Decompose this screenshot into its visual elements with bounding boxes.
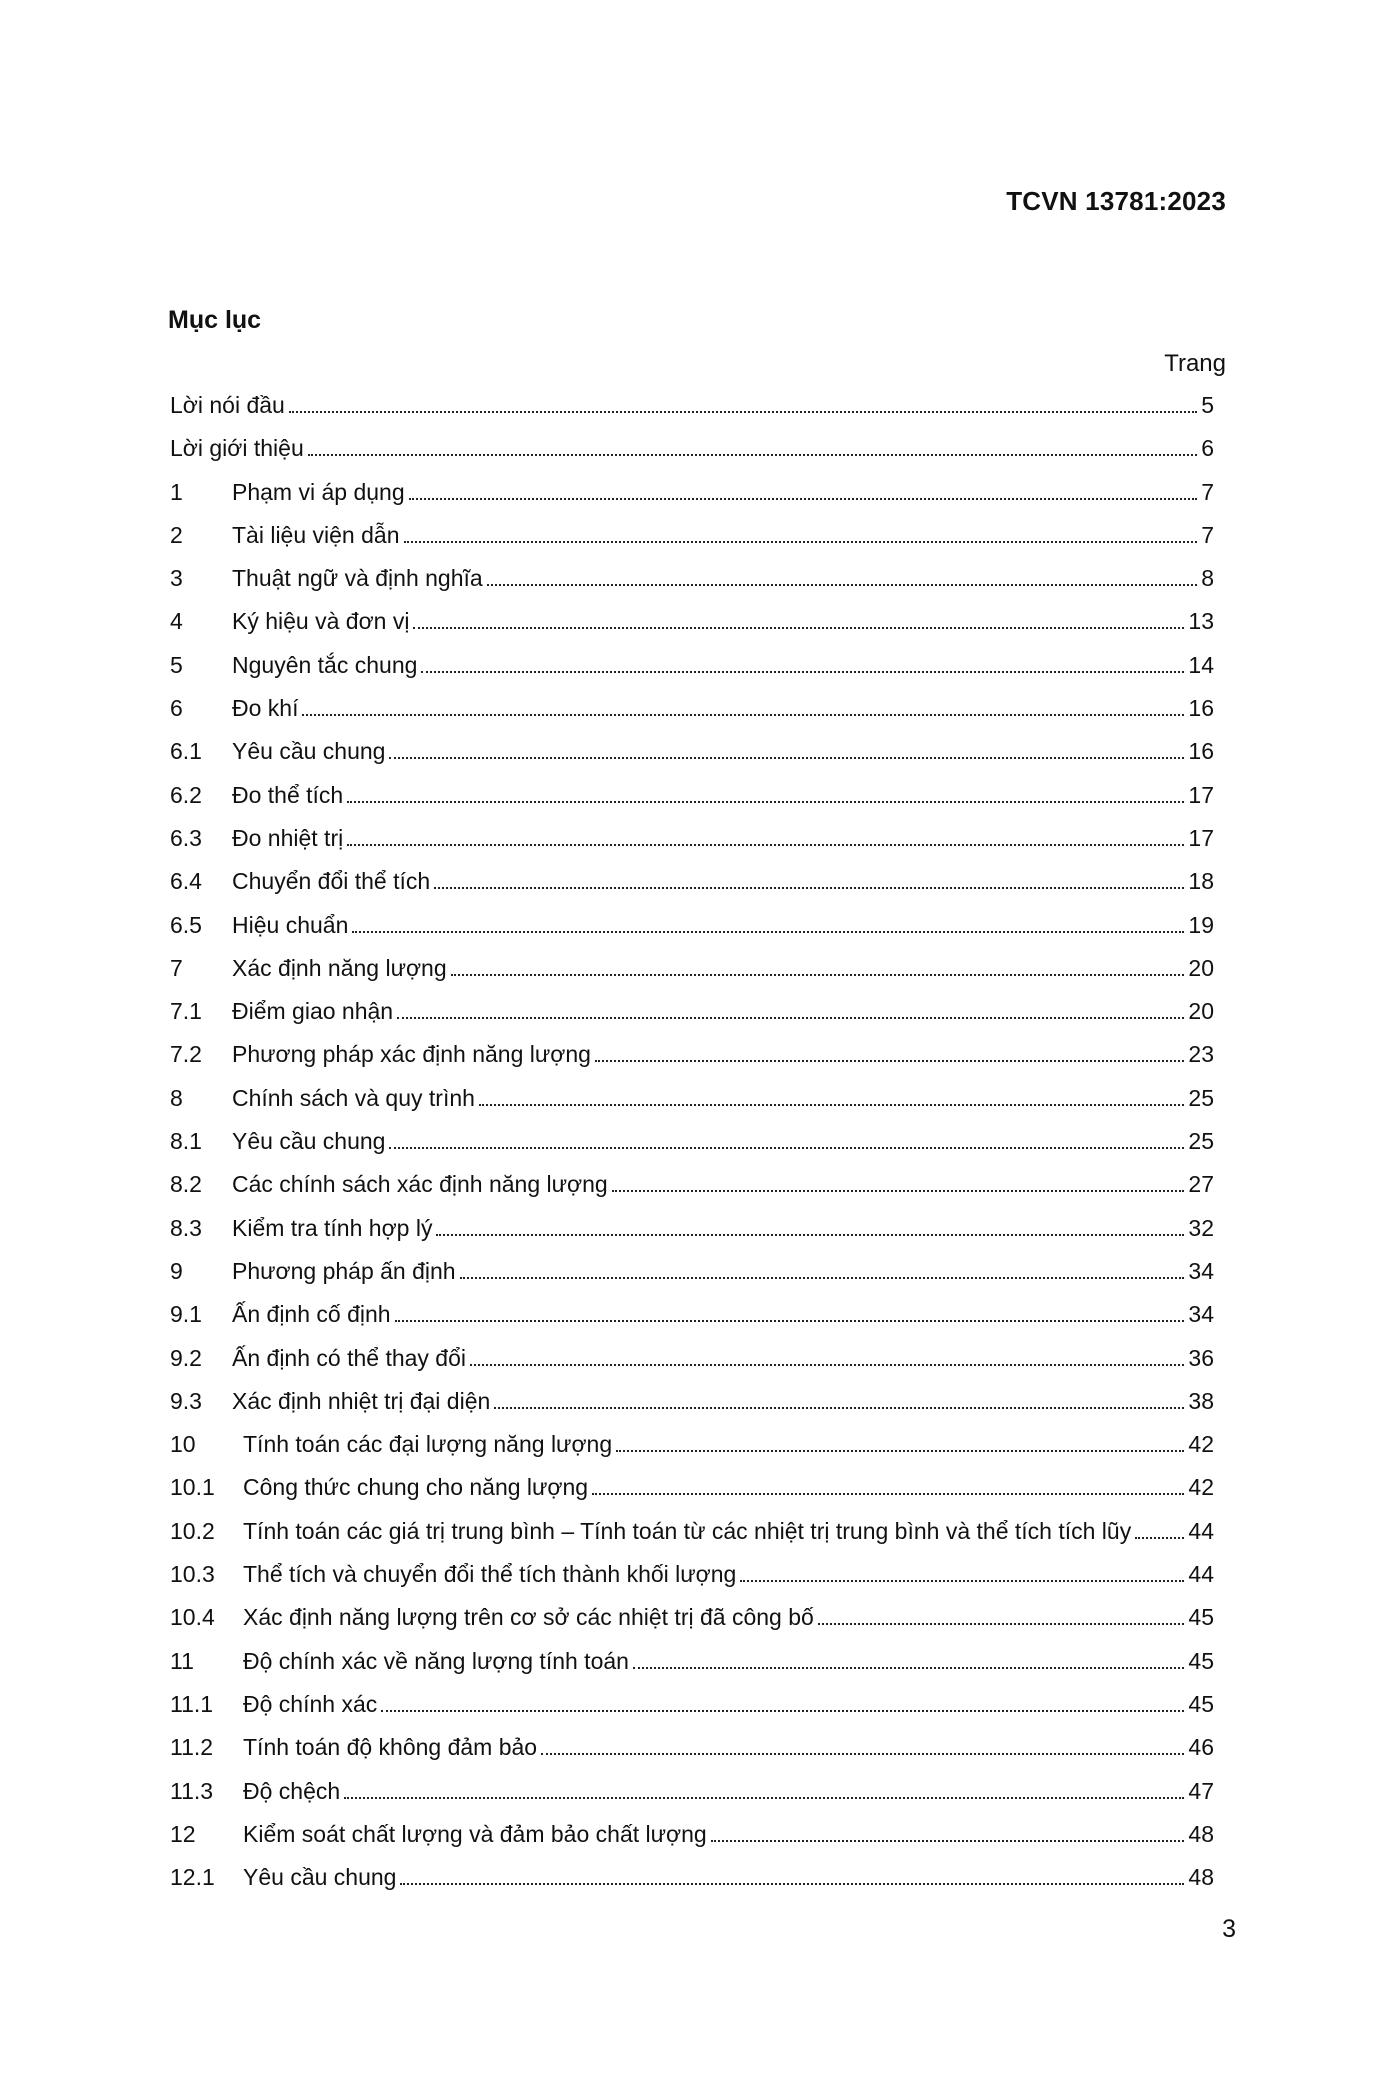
- page-number: 3: [1222, 1915, 1236, 1943]
- toc-entry-page: 6: [1201, 435, 1214, 462]
- toc-entry-page: 34: [1188, 1257, 1214, 1284]
- toc-entry-title: Yêu cầu chung: [232, 1128, 386, 1155]
- toc-dot-leader: [347, 844, 1184, 846]
- toc-entry: [170, 1473, 1214, 1516]
- toc-entry-title: Xác định năng lượng: [232, 954, 447, 981]
- toc-entry-page: 47: [1188, 1777, 1214, 1804]
- toc-entry-title: Độ chệch: [243, 1777, 341, 1804]
- toc-entry: [170, 478, 1214, 521]
- toc-dot-leader: [409, 498, 1198, 500]
- toc-entry: [170, 1257, 1214, 1300]
- toc-dot-leader: [633, 1667, 1184, 1669]
- toc-entry-page: 19: [1188, 911, 1214, 938]
- toc-entry: [170, 1517, 1214, 1560]
- toc-entry-number: 9: [170, 1257, 183, 1284]
- toc-entry-number: 8.2: [170, 1171, 202, 1198]
- toc-entry: [170, 651, 1214, 694]
- toc-entry-number: 11: [170, 1647, 194, 1674]
- toc-entry-number: 6.1: [170, 738, 202, 765]
- toc-entry: [170, 1647, 1214, 1690]
- toc-entry-number: 2: [170, 521, 183, 548]
- toc-entry-number: 7.2: [170, 1041, 202, 1068]
- toc-entry: [170, 1300, 1214, 1343]
- toc-entry-page: 16: [1188, 695, 1214, 722]
- toc-entry-title: Xác định nhiệt trị đại diện: [232, 1387, 491, 1414]
- toc-dot-leader: [397, 1017, 1184, 1019]
- toc-entry-title: Ký hiệu và đơn vị: [232, 608, 410, 635]
- toc-entry-page: 17: [1188, 824, 1214, 851]
- toc-entry-page: 45: [1188, 1690, 1214, 1717]
- toc-entry-title: Hiệu chuẩn: [232, 911, 349, 938]
- toc-dot-leader: [740, 1580, 1184, 1582]
- toc-dot-leader: [400, 1883, 1184, 1885]
- toc-entry-title: Độ chính xác: [243, 1690, 378, 1717]
- toc-entry-title: Chính sách và quy trình: [232, 1084, 475, 1111]
- toc-dot-leader: [616, 1450, 1184, 1452]
- toc-entry-title: Phương pháp ấn định: [232, 1257, 456, 1284]
- toc-dot-leader: [460, 1277, 1185, 1279]
- toc-entry: [170, 1820, 1214, 1863]
- toc-entry-page: 25: [1188, 1084, 1214, 1111]
- toc-entry-page: 45: [1188, 1647, 1214, 1674]
- toc-entry: [170, 911, 1214, 954]
- toc-dot-leader: [1135, 1537, 1184, 1539]
- toc-entry: [170, 1084, 1214, 1127]
- toc-entry-title: Điểm giao nhận: [232, 998, 394, 1025]
- toc-entry-number: 10.3: [170, 1561, 215, 1588]
- toc-entry-title: Thuật ngữ và định nghĩa: [232, 565, 483, 592]
- toc-entry-page: 20: [1188, 954, 1214, 981]
- toc-entry-number: 11.1: [170, 1690, 214, 1717]
- toc-entry-title: Chuyển đổi thể tích: [232, 868, 431, 895]
- toc-entry-page: 38: [1188, 1387, 1214, 1414]
- toc-dot-leader: [381, 1710, 1184, 1712]
- toc-entry-page: 14: [1188, 651, 1214, 678]
- toc-dot-leader: [494, 1407, 1184, 1409]
- toc-entry-title: Tài liệu viện dẫn: [232, 521, 400, 548]
- toc-entry-page: 27: [1188, 1171, 1214, 1198]
- toc-dot-leader: [436, 1234, 1184, 1236]
- toc-entry-page: 45: [1188, 1604, 1214, 1631]
- toc-list: [170, 391, 1214, 1906]
- toc-entry: [170, 1170, 1214, 1213]
- toc-entry: [170, 1690, 1214, 1733]
- toc-heading: Mục lục: [168, 306, 262, 334]
- toc-entry-number: 8.3: [170, 1214, 202, 1241]
- toc-dot-leader: [389, 757, 1184, 759]
- toc-entry-title: Thể tích và chuyển đổi thể tích thành khối lượng: [243, 1561, 737, 1588]
- toc-entry-number: 10.2: [170, 1517, 215, 1544]
- toc-entry-title: Yêu cầu chung: [243, 1864, 397, 1891]
- toc-entry-number: 1: [170, 478, 183, 505]
- toc-entry-page: 46: [1188, 1734, 1214, 1761]
- toc-dot-leader: [344, 1797, 1184, 1799]
- toc-entry-title: Kiểm soát chất lượng và đảm bảo chất lượng: [243, 1820, 707, 1847]
- toc-entry-number: 6.4: [170, 868, 202, 895]
- toc-dot-leader: [347, 801, 1184, 803]
- toc-entry-title: Lời giới thiệu: [170, 435, 304, 462]
- toc-entry: [170, 781, 1214, 824]
- toc-entry-page: 7: [1201, 521, 1214, 548]
- toc-entry-title: Đo thể tích: [232, 781, 344, 808]
- toc-entry-page: 34: [1188, 1301, 1214, 1328]
- toc-page-column-label: Trang: [1164, 350, 1226, 377]
- toc-entry-number: 7: [170, 954, 183, 981]
- toc-entry-page: 16: [1188, 738, 1214, 765]
- toc-dot-leader: [352, 931, 1184, 933]
- toc-dot-leader: [389, 1147, 1184, 1149]
- toc-entry: [170, 1430, 1214, 1473]
- toc-entry-page: 8: [1201, 565, 1214, 592]
- toc-entry-number: 3: [170, 565, 183, 592]
- toc-entry-number: 8.1: [170, 1128, 202, 1155]
- toc-entry-title: Tính toán các đại lượng năng lượng: [243, 1431, 613, 1458]
- toc-entry-page: 5: [1201, 392, 1214, 418]
- toc-dot-leader: [302, 714, 1184, 716]
- toc-entry-title: Lời nói đầu: [170, 392, 285, 418]
- toc-dot-leader: [289, 411, 1197, 413]
- toc-entry-number: 10.4: [170, 1604, 215, 1631]
- toc-entry-number: 7.1: [170, 998, 202, 1025]
- toc-entry-title: Ấn định cố định: [232, 1301, 391, 1328]
- toc-entry-page: 44: [1188, 1561, 1214, 1588]
- toc-entry-number: 12.1: [170, 1864, 215, 1891]
- toc-entry-title: Xác định năng lượng trên cơ sở các nhiệt trị đã công bố: [243, 1604, 814, 1631]
- toc-entry-number: 9.1: [170, 1301, 202, 1328]
- toc-entry-title: Phạm vi áp dụng: [232, 478, 405, 505]
- toc-dot-leader: [421, 671, 1184, 673]
- toc-dot-leader: [612, 1190, 1185, 1192]
- toc-entry: [170, 824, 1214, 867]
- toc-entry-title: Phương pháp xác định năng lượng: [232, 1041, 591, 1068]
- toc-entry: [170, 1777, 1214, 1820]
- toc-entry-number: 6.5: [170, 911, 202, 938]
- toc-entry-title: Kiểm tra tính hợp lý: [232, 1214, 433, 1241]
- toc-entry-page: 42: [1188, 1474, 1214, 1501]
- toc-entry-number: 6: [170, 695, 183, 722]
- document-code: TCVN 13781:2023: [1006, 186, 1226, 216]
- toc-entry-number: 8: [170, 1084, 183, 1111]
- toc-entry-title: Tính toán độ không đảm bảo: [243, 1734, 538, 1761]
- toc-entry-page: 25: [1188, 1128, 1214, 1155]
- toc-entry-number: 10: [170, 1431, 196, 1458]
- toc-dot-leader: [395, 1320, 1185, 1322]
- toc-dot-leader: [470, 1364, 1184, 1366]
- toc-entry-title: Độ chính xác về năng lượng tính toán: [243, 1647, 629, 1674]
- toc-entry: [170, 867, 1214, 910]
- toc-entry: [170, 1040, 1214, 1083]
- toc-dot-leader: [711, 1840, 1185, 1842]
- toc-dot-leader: [413, 627, 1184, 629]
- toc-entry-title: Tính toán các giá trị trung bình – Tính toán từ các nhiệt trị trung bình và thể tích tích lũy: [243, 1517, 1132, 1544]
- toc-entry-page: 44: [1188, 1517, 1214, 1544]
- toc-entry-page: 20: [1188, 998, 1214, 1025]
- toc-entry: [170, 997, 1214, 1040]
- toc-entry-title: Nguyên tắc chung: [232, 651, 418, 678]
- toc-entry: [170, 564, 1214, 607]
- toc-entry-number: 11.2: [170, 1734, 214, 1761]
- toc-entry-page: 7: [1201, 478, 1214, 505]
- toc-dot-leader: [451, 974, 1185, 976]
- toc-dot-leader: [487, 584, 1198, 586]
- toc-entry-title: Đo nhiệt trị: [232, 824, 344, 851]
- toc-entry-title: Công thức chung cho năng lượng: [243, 1474, 589, 1501]
- toc-entry-page: 13: [1188, 608, 1214, 635]
- toc-entry: [170, 1863, 1214, 1906]
- toc-dot-leader: [404, 541, 1198, 543]
- toc-entry-title: Yêu cầu chung: [232, 738, 386, 765]
- toc-entry-number: 11.3: [170, 1777, 214, 1804]
- toc-entry-number: 9.2: [170, 1344, 202, 1371]
- toc-entry-page: 48: [1188, 1864, 1214, 1891]
- toc-entry-page: 48: [1188, 1820, 1214, 1847]
- toc-entry-page: 42: [1188, 1431, 1214, 1458]
- toc-entry-title: Các chính sách xác định năng lượng: [232, 1171, 608, 1198]
- toc-entry: [170, 1603, 1214, 1646]
- toc-dot-leader: [308, 454, 1197, 456]
- toc-dot-leader: [479, 1104, 1184, 1106]
- toc-dot-leader: [541, 1753, 1184, 1755]
- toc-entry-number: 5: [170, 651, 183, 678]
- toc-entry-page: 18: [1188, 868, 1214, 895]
- toc-dot-leader: [434, 887, 1184, 889]
- toc-dot-leader: [818, 1623, 1185, 1625]
- toc-entry: [170, 694, 1214, 737]
- toc-entry-number: 10.1: [170, 1474, 215, 1501]
- toc-entry: [170, 1560, 1214, 1603]
- toc-entry: [170, 1127, 1214, 1170]
- toc-entry: [170, 954, 1214, 997]
- toc-dot-leader: [595, 1060, 1184, 1062]
- toc-entry-page: 32: [1188, 1214, 1214, 1241]
- toc-entry: [170, 434, 1214, 477]
- toc-entry-number: 4: [170, 608, 183, 635]
- toc-entry: [170, 521, 1214, 564]
- toc-entry: [170, 1214, 1214, 1257]
- toc-entry-page: 36: [1188, 1344, 1214, 1371]
- toc-entry-page: 23: [1188, 1041, 1214, 1068]
- toc-entry-number: 6.3: [170, 824, 202, 851]
- toc-entry: [170, 1733, 1214, 1776]
- toc-entry: [170, 737, 1214, 780]
- toc-entry: [170, 391, 1214, 434]
- toc-entry-title: Ấn định có thể thay đổi: [232, 1344, 466, 1371]
- toc-entry: [170, 1387, 1214, 1430]
- toc-dot-leader: [592, 1493, 1184, 1495]
- toc-entry-page: 17: [1188, 781, 1214, 808]
- toc-entry-number: 12: [170, 1820, 196, 1847]
- toc-entry-title: Đo khí: [232, 695, 299, 722]
- toc-entry-number: 6.2: [170, 781, 202, 808]
- toc-entry: [170, 607, 1214, 650]
- toc-entry-number: 9.3: [170, 1387, 202, 1414]
- toc-entry: [170, 1344, 1214, 1387]
